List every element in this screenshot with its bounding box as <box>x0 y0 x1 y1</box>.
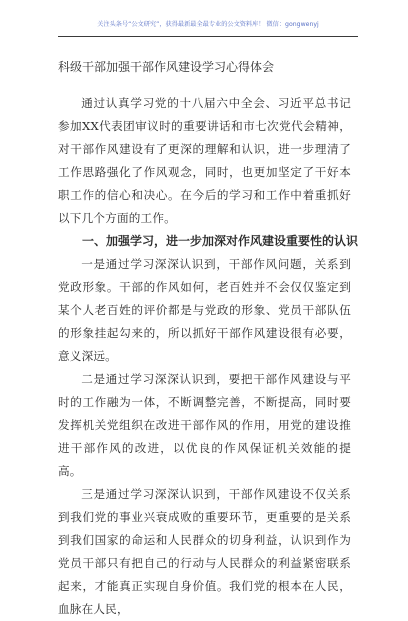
header-divider <box>58 36 358 37</box>
paragraph-1: 一是通过学习深深认识到，干部作风问题，关系到党政形象。干部的作风如何，老百姓并不会仅仅鉴定到某个人老百姓的评价都是与党政的形象、党员干部队伍的形象挂起勾来的，所以抓好干部作风建设很有必要，意义深远。 <box>58 257 351 363</box>
paragraph-3: 三是通过学习深深认识到，干部作风建设不仅关系到我们党的事业兴衰成败的重要环节，更重要的是关系到我们国家的命运和人民群众的切身利益，认识到作为党员干部只有把自己的行动与人民群众的利益紧密联系起来，才能真正实现自身价值。我们党的根本在人民，血脉在人民， <box>58 487 351 616</box>
header-notice: 关注头条号“公文研究”，获得最新最全最专业的公文资料库！ 微信：gongwenyj <box>97 21 319 28</box>
document-body <box>58 58 359 621</box>
section-heading: 一、加强学习，进一步加深对作风建设重要性的认识 <box>82 234 359 248</box>
document-header <box>58 20 358 38</box>
paragraph-2: 二是通过学习深深认识到，要把干部作风建设与平时的工作融为一体，不断调整完善，不断提高，同时要发挥机关党组织在改进干部作风的作用，用党的建设推进干部作风的改进，以优良的作风保证机关效能的提高。 <box>58 372 351 478</box>
intro-paragraph: 通过认真学习党的十八届六中全会、习近平总书记参加XX代表团审议时的重要讲话和市七次党代会精神，对干部作风建设有了更深的理解和认识，进一步理清了工作思路强化了作风观念，同时，也更加坚定了干好本职工作的信心和决心。在今后的学习和工作中着重抓好以下几个方面的工作。 <box>58 96 351 225</box>
document-title: 科级干部加强干部作风建设学习心得体会 <box>58 60 275 74</box>
